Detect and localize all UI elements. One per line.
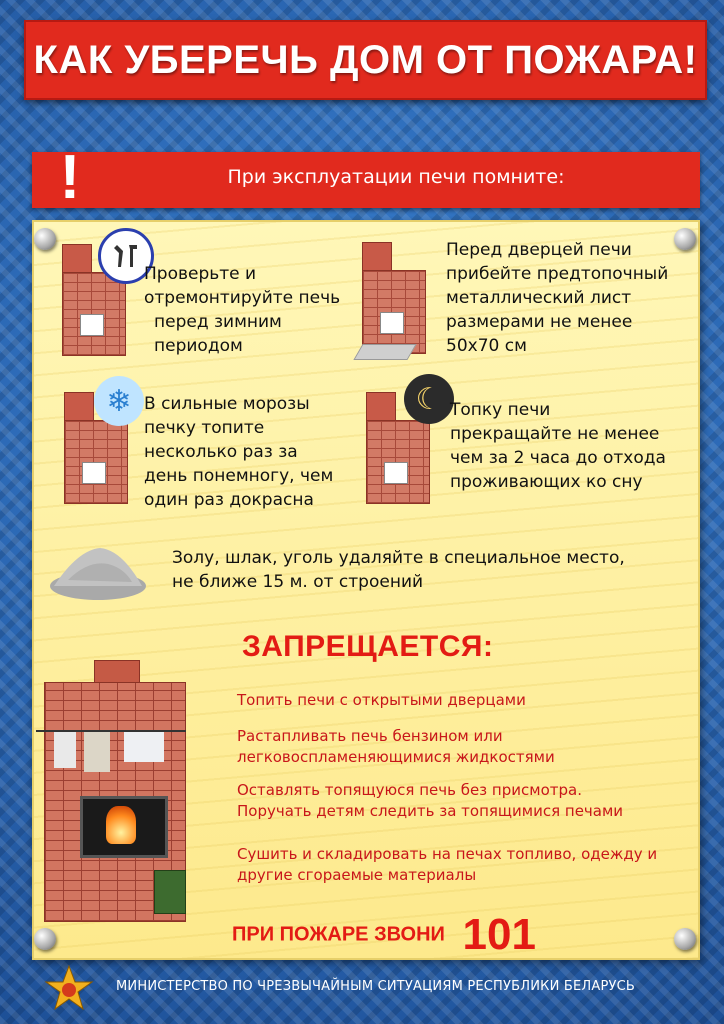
- tip-line: Проверьте и: [144, 264, 257, 284]
- stove-illustration: [362, 242, 424, 352]
- tip-line: В сильные морозы: [144, 394, 310, 414]
- info-panel: [32, 220, 700, 960]
- emergency-call: [232, 910, 536, 960]
- tip-line: чем за 2 часа до отхода: [450, 448, 666, 468]
- pin-icon: [674, 228, 696, 250]
- forbidden-line: легковоспламеняющимися жидкостями: [237, 748, 555, 766]
- tip-line: день понемногу, чем: [144, 466, 334, 486]
- call-number: 101: [462, 910, 536, 959]
- tip-text-4: [450, 398, 666, 494]
- pin-icon: [34, 228, 56, 250]
- call-label: ПРИ ПОЖАРЕ ЗВОНИ: [232, 923, 445, 946]
- footer: [40, 964, 710, 1014]
- moon-icon: ☾: [404, 374, 454, 424]
- forbidden-title: ЗАПРЕЩАЕТСЯ:: [242, 630, 494, 663]
- exclamation-icon: !: [59, 143, 81, 212]
- forbidden-line: другие сгораемые материалы: [237, 866, 477, 884]
- tip-text-3: [144, 392, 333, 512]
- ash-pile-icon: [48, 540, 148, 600]
- tip-line: прибейте предтопочный: [446, 264, 669, 284]
- tip-line: металлический лист: [446, 288, 632, 308]
- tip-line: несколько раз за: [144, 442, 298, 462]
- tip-line: Топку печи: [450, 400, 551, 420]
- forbidden-item-1: [237, 690, 526, 711]
- tip-line: 50x70 см: [446, 336, 527, 356]
- tip-line: прекращайте не менее: [450, 424, 660, 444]
- footer-text: МИНИСТЕРСТВО ПО ЧРЕЗВЫЧАЙНЫМ СИТУАЦИЯМ РЕСПУБЛИКИ БЕЛАРУСЬ: [116, 979, 636, 994]
- snowflake-icon: ❄: [94, 376, 144, 426]
- pin-icon: [34, 928, 56, 950]
- big-stove-illustration: [44, 660, 184, 920]
- title-banner: [24, 20, 707, 100]
- forbidden-item-4: [237, 844, 657, 886]
- forbidden-line: Оставлять топящуюся печь без присмотра.: [237, 781, 582, 799]
- tip-line: печку топите: [144, 418, 265, 438]
- page-title: КАК УБЕРЕЧЬ ДОМ ОТ ПОЖАРА!: [33, 37, 698, 82]
- forbidden-line: Сушить и складировать на печах топливо, одежду и: [237, 845, 658, 863]
- emergency-ministry-emblem-icon: [40, 964, 98, 1014]
- ash-line: не ближе 15 м. от строений: [172, 572, 424, 592]
- ash-line: Золу, шлак, уголь удаляйте в специальное место,: [172, 548, 625, 568]
- metal-sheet-icon: [353, 344, 416, 360]
- subtitle: При эксплуатации печи помните:: [227, 166, 565, 188]
- tip-line: Перед дверцей печи: [446, 240, 632, 260]
- tip-text-2: [446, 238, 668, 358]
- tip-line: размерами не менее: [446, 312, 633, 332]
- fuel-can-icon: [154, 870, 186, 914]
- tip-line: проживающих ко сну: [450, 472, 643, 492]
- forbidden-item-3: [237, 780, 623, 822]
- pin-icon: [674, 928, 696, 950]
- tip-line: отремонтируйте печь: [144, 288, 341, 308]
- forbidden-line: Топить печи с открытыми дверцами: [237, 691, 526, 709]
- forbidden-item-2: [237, 726, 555, 768]
- forbidden-line: Поручать детям следить за топящимися печами: [237, 802, 624, 820]
- tip-text-1: [144, 262, 340, 358]
- forbidden-line: Растапливать печь бензином или: [237, 727, 503, 745]
- subtitle-banner: [32, 143, 700, 212]
- ash-tip-text: [172, 546, 625, 594]
- tip-line: перед зимним: [154, 312, 282, 332]
- tip-line: один раз докрасна: [144, 490, 314, 510]
- tip-line: периодом: [154, 336, 243, 356]
